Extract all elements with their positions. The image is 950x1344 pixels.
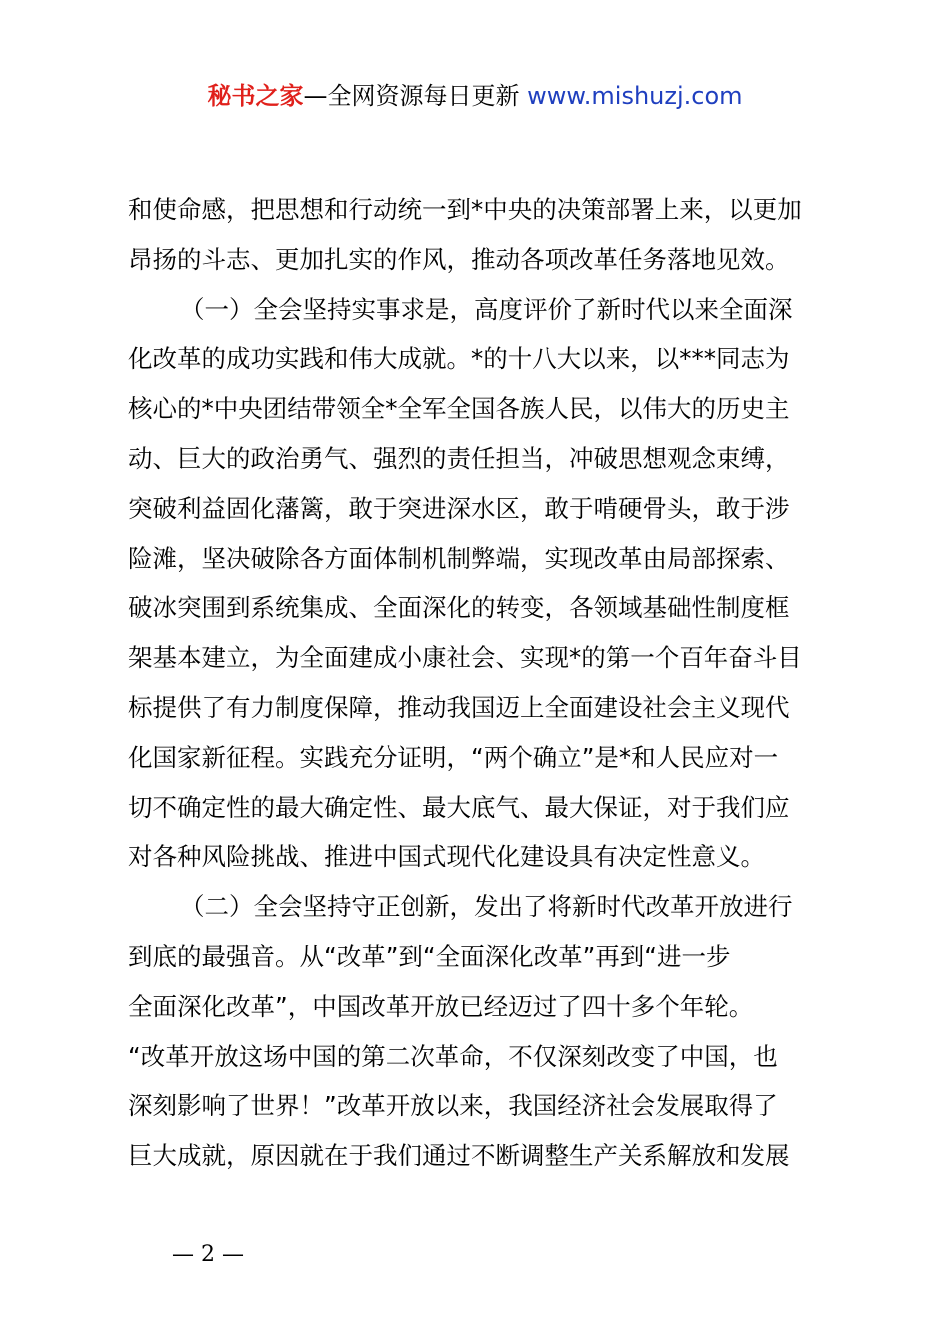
header-tagline: —全网资源每日更新 <box>303 82 520 110</box>
body-line: 切不确定性的最大确定性、最大底气、最大保证，对于我们应 <box>128 792 790 822</box>
body-line: 破冰突围到系统集成、全面深化的转变，各领域基础性制度框 <box>128 593 790 623</box>
body-line: 化国家新征程。实践充分证明，“两个确立”是*和人民应对一 <box>128 742 779 772</box>
body-line: 到底的最强音。从“改革”到“全面深化改革”再到“进一步 <box>128 941 731 971</box>
body-line: 化改革的成功实践和伟大成就。*的十八大以来，以***同志为 <box>128 344 790 374</box>
paragraph-start-line: （一）全会坚持实事求是，高度评价了新时代以来全面深 <box>180 294 793 324</box>
body-line: “改革开放这场中国的第二次革命，不仅深刻改变了中国，也 <box>128 1041 778 1071</box>
body-line: 巨大成就，原因就在于我们通过不断调整生产关系解放和发展 <box>128 1141 790 1171</box>
body-line: 架基本建立，为全面建成小康社会、实现*的第一个百年奋斗目 <box>128 643 802 673</box>
body-line: 对各种风险挑战、推进中国式现代化建设具有决定性意义。 <box>128 842 765 872</box>
body-line: 和使命感，把思想和行动统一到*中央的决策部署上来，以更加 <box>128 195 802 224</box>
body-line: 突破利益固化藩篱，敢于突进深水区，敢于啃硬骨头，敢于涉 <box>128 493 790 523</box>
site-url[interactable]: www.mishuzj.com <box>527 82 743 110</box>
paragraph-start-line: （二）全会坚持守正创新，发出了将新时代改革开放进行 <box>180 892 793 922</box>
brand-name: 秘书之家 <box>207 82 304 110</box>
site-header <box>0 78 950 114</box>
body-line: 动、巨大的政治勇气、强烈的责任担当，冲破思想观念束缚， <box>128 443 790 473</box>
body-line: 核心的*中央团结带领全*全军全国各族人民，以伟大的历史主 <box>128 394 790 424</box>
body-line: 标提供了有力制度保障，推动我国迈上全面建设社会主义现代 <box>128 692 790 722</box>
page-number: — 2 — <box>172 1242 244 1267</box>
body-line: 全面深化改革”，中国改革开放已经迈过了四十多个年轮。 <box>128 991 754 1021</box>
body-line: 深刻影响了世界！”改革开放以来，我国经济社会发展取得了 <box>128 1091 778 1121</box>
document-body <box>128 185 838 1181</box>
body-line: 险滩，坚决破除各方面体制机制弊端，实现改革由局部探索、 <box>128 543 790 573</box>
body-line: 昂扬的斗志、更加扎实的作风，推动各项改革任务落地见效。 <box>128 244 790 274</box>
